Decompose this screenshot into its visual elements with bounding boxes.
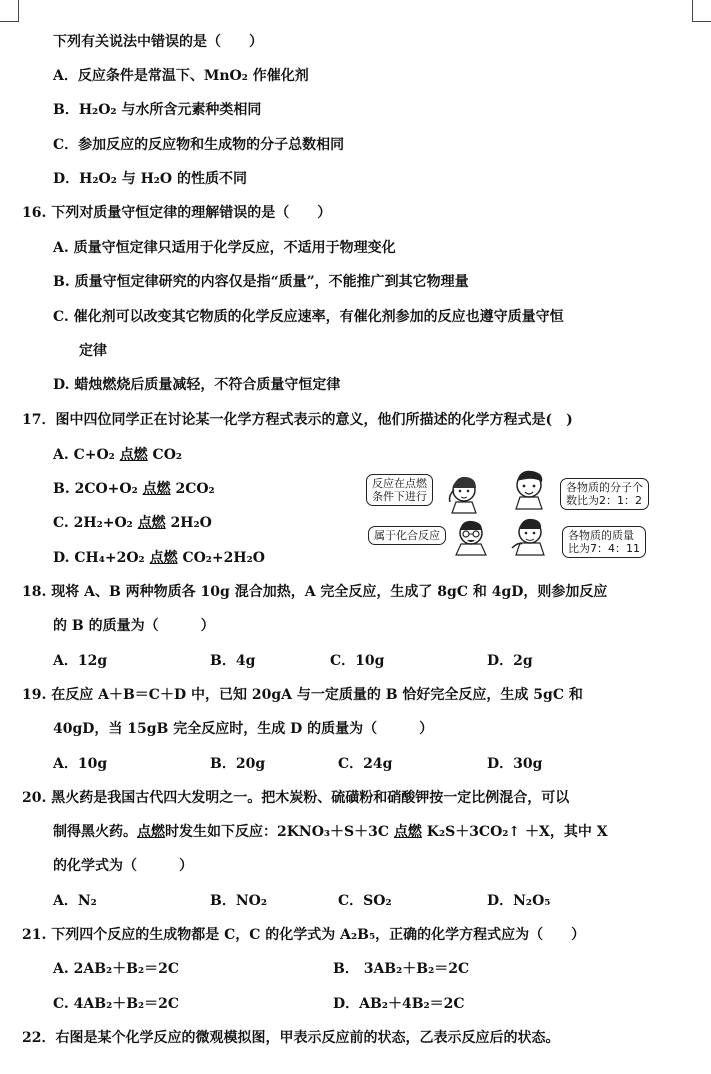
- text-line-q18: 18. 现将 A、B 两种物质各 10g 混合加热，A 完全反应，生成了 8gC 和 4gD，则参加反应: [22, 584, 608, 600]
- text-line-l2: A．反应条件是常温下、MnO₂ 作催化剂: [53, 68, 309, 84]
- option-q18A: A．12g: [53, 653, 108, 669]
- text-line-l3: B．H₂O₂ 与水所含元素种类相同: [53, 102, 262, 118]
- speech-bubble-b4: 各物质的质量 比为7：4：11: [562, 526, 646, 558]
- option-q20B: B．NO₂: [210, 893, 267, 909]
- corner-mark-top-left-v: [18, 0, 19, 22]
- speech-bubble-b3: 属于化合反应: [368, 526, 446, 545]
- text-line-q19b: 40gD，当 15gB 完全反应时，生成 D 的质量为（ ）: [53, 721, 434, 737]
- text-line-q17b: B. 2CO+O₂ 点燃 2CO₂: [53, 481, 215, 497]
- text-line-q16b: B. 质量守恒定律研究的内容仅是指“质量”，不能推广到其它物理量: [53, 274, 469, 290]
- corner-mark-top-left-h: [0, 21, 18, 22]
- text-line-q21: 21. 下列四个反应的生成物都是 C，C 的化学式为 A₂B₅，正确的化学方程式应为（ ）: [22, 927, 586, 943]
- student-boy-icon: [502, 466, 556, 510]
- option-q19A: A．10g: [53, 756, 108, 772]
- option-q19B: B．20g: [210, 756, 266, 772]
- text-line-q17a: A. C+O₂ 点燃 CO₂: [53, 447, 183, 463]
- text-line-q17: 17．图中四位同学正在讨论某一化学方程式表示的意义，他们所描述的化学方程式是( ): [22, 412, 573, 428]
- text-line-l5: D．H₂O₂ 与 H₂O 的性质不同: [53, 171, 248, 187]
- text-line-l4: C．参加反应的反应物和生成物的分子总数相同: [53, 137, 345, 153]
- text-line-q22: 22．右图是某个化学反应的微观模拟图，甲表示反应前的状态，乙表示反应后的状态。: [22, 1030, 560, 1046]
- student-glasses-icon: [446, 516, 496, 556]
- text-line-q16c: C. 催化剂可以改变其它物质的化学反应速率，有催化剂参加的反应也遵守质量守恒: [53, 309, 564, 325]
- speech-bubble-b2: 各物质的分子个 数比为2：1：2: [560, 478, 649, 510]
- text-line-q21c: C. 4AB₂＋B₂＝2C: [53, 996, 180, 1012]
- student-thinking-icon: [504, 514, 558, 556]
- text-line-q20c: 的化学式为（ ）: [53, 858, 193, 874]
- text-line-q20b: 制得黑火药。点燃时发生如下反应：2KNO₃＋S＋3C 点燃 K₂S＋3CO₂↑ ＋X，其中 X: [53, 824, 608, 840]
- text-line-q17d: D. CH₄+2O₂ 点燃 CO₂+2H₂O: [53, 550, 265, 566]
- corner-mark-top-right-v: [692, 0, 693, 22]
- option-q20D: D．N₂O₅: [487, 893, 551, 909]
- option-q18B: B．4g: [210, 653, 256, 669]
- option-q20A: A．N₂: [53, 893, 97, 909]
- speech-bubble-b1: 反应在点燃 条件下进行: [366, 474, 433, 506]
- option-q18D: D．2g: [487, 653, 533, 669]
- option-q20C: C．SO₂: [338, 893, 392, 909]
- text-line-q18b: 的 B 的质量为（ ）: [53, 618, 215, 634]
- option-q18C: C．10g: [330, 653, 385, 669]
- text-line-q16: 16. 下列对质量守恒定律的理解错误的是（ ）: [22, 205, 332, 221]
- option-q19D: D．30g: [487, 756, 543, 772]
- option-q19C: C．24g: [338, 756, 393, 772]
- option-q21D: D．AB₂＋4B₂＝2C: [333, 996, 465, 1012]
- text-line-q16c2: 定律: [79, 343, 107, 359]
- text-line-l1: 下列有关说法中错误的是（ ）: [53, 34, 263, 50]
- option-q21B: B． 3AB₂＋B₂＝2C: [333, 961, 470, 977]
- text-line-q21a: A. 2AB₂＋B₂＝2C: [53, 961, 180, 977]
- text-line-q17c: C. 2H₂+O₂ 点燃 2H₂O: [53, 515, 212, 531]
- text-line-q16d: D. 蜡烛燃烧后质量减轻，不符合质量守恒定律: [53, 377, 341, 393]
- text-line-q16a: A. 质量守恒定律只适用于化学反应，不适用于物理变化: [53, 240, 396, 256]
- student-girl-icon: [440, 470, 490, 514]
- text-line-q20: 20. 黑火药是我国古代四大发明之一。把木炭粉、硫磺粉和硝酸钾按一定比例混合，可以: [22, 790, 570, 806]
- corner-mark-top-right-h: [692, 21, 711, 22]
- text-line-q19: 19. 在反应 A＋B＝C＋D 中，已知 20gA 与一定质量的 B 恰好完全反应，生成 5gC 和: [22, 687, 583, 703]
